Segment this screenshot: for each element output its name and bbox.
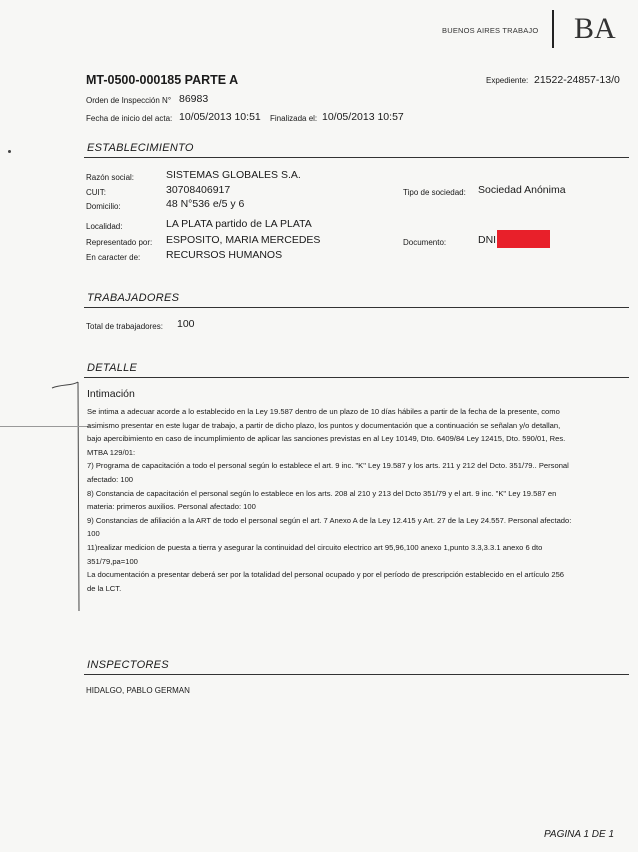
orden-value: 86983 (179, 93, 209, 105)
detalle-line: 351/79,pa=100 (87, 556, 138, 566)
detalle-line: La documentación a presentar deberá ser por la totalidad del personal ocupado y por el período de prescripción establecido en el artículo 256 (87, 570, 565, 580)
fold-line (0, 426, 90, 427)
detalle-subtitle: Intimación (87, 388, 135, 400)
tipo-label: Tipo de sociedad: (403, 188, 466, 197)
brand-label: BUENOS AIRES TRABAJO (442, 26, 539, 35)
section-rule (84, 674, 629, 675)
finalizada-value: 10/05/2013 10:57 (322, 111, 404, 123)
cuit-value: 30708406917 (166, 184, 231, 196)
domicilio-value: 48 N°536 e/5 y 6 (166, 198, 245, 210)
razon-value: SISTEMAS GLOBALES S.A. (166, 169, 301, 181)
caracter-label: En caracter de: (86, 253, 141, 262)
domicilio-label: Domicilio: (86, 202, 121, 211)
localidad-value: LA PLATA partido de LA PLATA (166, 218, 312, 230)
caracter-value: RECURSOS HUMANOS (166, 249, 283, 261)
detalle-line: de la LCT. (87, 583, 122, 593)
fecha-inicio-value: 10/05/2013 10:51 (179, 111, 261, 123)
inspectores-title: INSPECTORES (87, 659, 169, 671)
handwritten-bracket (48, 376, 88, 616)
detalle-line: 7) Programa de capacitación a todo el personal según lo establece el art. 9 inc. "K" Ley 19.587 y los arts. 211 y 212 del Dcto. 351/79.. Personal (87, 461, 569, 471)
detalle-line: 8) Constancia de capacitación el personal según lo establece en los arts. 208 al 210 y 213 del Dcto 351/79 y el art. 9 inc. "K" Ley 19.587 en (87, 488, 557, 498)
tipo-value: Sociedad Anónima (478, 184, 566, 196)
brand-divider (552, 10, 554, 48)
detalle-title: DETALLE (87, 362, 138, 374)
section-rule (84, 157, 629, 158)
representado-value: ESPOSITO, MARIA MERCEDES (166, 234, 321, 246)
detalle-line: 9) Constancias de afiliación a la ART de todo el personal según el art. 7 Anexo A de la Ley 12.415 y Art. 27 de la Ley 24.557. Personal afectado: (87, 515, 572, 525)
representado-label: Representado por: (86, 238, 153, 247)
documento-label: Documento: (403, 238, 447, 247)
cuit-label: CUIT: (86, 188, 106, 197)
section-rule (84, 307, 629, 308)
section-rule (84, 377, 629, 378)
detalle-line: asimismo presentar en este lugar de trabajo, a partir de dicho plazo, los puntos y documentación que a continuación se señalan y/o detallan, (87, 420, 561, 430)
ba-logo: BA (574, 12, 616, 45)
redaction-box (497, 230, 550, 248)
establecimiento-title: ESTABLECIMIENTO (87, 142, 194, 154)
detalle-body (87, 405, 627, 595)
detalle-line: materia: primeros auxilios. Personal afectado: 100 (87, 502, 256, 512)
total-trabajadores-value: 100 (177, 318, 195, 330)
punch-mark (8, 150, 11, 153)
detalle-line: afectado: 100 (87, 474, 134, 484)
detalle-line: Se intima a adecuar acorde a lo establecido en la Ley 19.587 dentro de un plazo de 10 días hábiles a partir de la fecha de la presente, como (87, 407, 560, 416)
documento-value: DNI (478, 234, 497, 246)
acta-number: MT-0500-000185 PARTE A (86, 73, 239, 87)
detalle-line: bajo apercibimiento en caso de incumplimiento de aplicar las sanciones previstas en al Ley 10149, Dto. 6409/84 Ley 12415, Dto. 590/01, Res. (87, 434, 566, 444)
total-trabajadores-label: Total de trabajadores: (86, 322, 163, 331)
trabajadores-title: TRABAJADORES (87, 292, 180, 304)
page-number: PAGINA 1 DE 1 (544, 829, 615, 840)
detalle-line: 11)realizar medicion de puesta a tierra y asegurar la continuidad del circuito electrico art 95,96,100 anexo 1,punto 3.3,3.3.1 anexo 6 dto (87, 542, 543, 552)
finalizada-label: Finalizada el: (270, 114, 318, 123)
localidad-label: Localidad: (86, 222, 123, 231)
detalle-line: MTBA 129/01: (87, 447, 136, 457)
orden-label: Orden de Inspección N° (86, 96, 172, 105)
razon-label: Razón social: (86, 173, 135, 182)
inspector-name: HIDALGO, PABLO GERMAN (86, 686, 190, 695)
expediente-value: 21522-24857-13/0 (534, 74, 620, 86)
detalle-line: 100 (87, 529, 100, 539)
fecha-inicio-label: Fecha de inicio del acta: (86, 114, 173, 123)
expediente-label: Expediente: (486, 76, 529, 85)
